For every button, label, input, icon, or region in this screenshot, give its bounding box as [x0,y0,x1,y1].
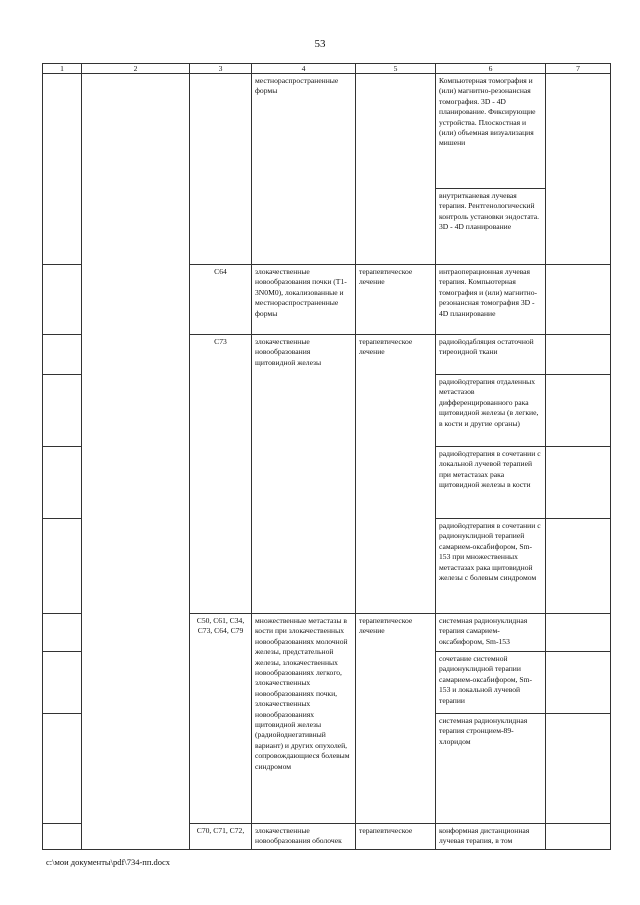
cell-method: интраоперационная лучевая терапия. Компьютерная томография и (или) магнитно-резонансная томография 3D - 4D планирование [436,265,546,335]
cell-col1 [43,714,82,824]
cell-col7 [546,335,611,375]
cell-method: радиойодтерапия в сочетании с локальной лучевой терапией при метастазах рака щитовидной железы в кости [436,447,546,519]
cell-col1 [43,375,82,447]
cell-col1 [43,824,82,850]
header-col-3: 3 [190,64,252,74]
cell-col7 [546,824,611,850]
cell-col1 [43,519,82,614]
cell-col7 [546,74,611,265]
cell-col1 [43,335,82,375]
cell-col7 [546,614,611,652]
cell-col2 [82,74,190,850]
cell-method: внутритканевая лучевая терапия. Рентгенологический контроль установки эндостата. 3D - 4D планирование [436,189,546,265]
cell-col1 [43,265,82,335]
header-col-2: 2 [82,64,190,74]
cell-disease: злокачественные новообразования почки (T1-3N0M0), локализованные и местнораспространенные формы [252,265,356,335]
page-number: 53 [314,38,326,50]
header-col-4: 4 [252,64,356,74]
cell-treatment-type [356,74,436,265]
header-col-5: 5 [356,64,436,74]
cell-col1 [43,614,82,652]
cell-treatment-type: терапевтическое [356,824,436,850]
cell-disease: множественные метастазы в кости при злокачественных новообразованиях молочной железы, предстательной железы, злокачественных новообразованиях легкого, злокачественных новообразованиях почки, злокачественных новообразованиях щитовидной железы (радиойоднегативный вариант) и других опухолей, сопровождающиеся болевым синдромом [252,614,356,824]
cell-disease: злокачественные новообразования оболочек [252,824,356,850]
cell-method: конформная дистанционная лучевая терапия, в том [436,824,546,850]
cell-code: C50, C61, C34, C73, C64, C79 [190,614,252,824]
cell-col7 [546,265,611,335]
cell-col7 [546,519,611,614]
cell-method: Компьютерная томография и (или) магнитно-резонансная томография. 3D - 4D планирование. Фиксирующие устройства. Плоскостная и (или) объемная визуализация мишени [436,74,546,189]
cell-method: системная радионуклидная терапия самарием-оксабифором, Sm-153 [436,614,546,652]
cell-disease: местнораспространенные формы [252,74,356,265]
cell-treatment-type: терапевтическое лечение [356,614,436,824]
cell-code: C73 [190,335,252,614]
data-table [42,63,611,850]
table-row [43,74,611,189]
cell-method: сочетание системной радионуклидной терапии самарием-оксабифором, Sm-153 и локальной лучевой терапии [436,652,546,714]
cell-method: радиойодабляция остаточной тиреоидной ткани [436,335,546,375]
cell-col3 [190,74,252,265]
cell-col7 [546,447,611,519]
cell-method: радиойодтерапия в сочетании с радионуклидной терапией самарием-оксабифором, Sm-153 при множественных метастазах рака щитовидной железы с болевым синдромом [436,519,546,614]
cell-method: радиойодтерапия отдаленных метастазов дифференцированного рака щитовидной железы (в легкие, в кости и другие органы) [436,375,546,447]
cell-col1 [43,652,82,714]
cell-treatment-type: терапевтическое лечение [356,335,436,614]
cell-col1 [43,74,82,265]
header-col-7: 7 [546,64,611,74]
footer-file-path: c:\мои документы\pdf\734-пп.docx [46,857,171,867]
cell-col7 [546,714,611,824]
header-col-6: 6 [436,64,546,74]
cell-code: C64 [190,265,252,335]
cell-col1 [43,447,82,519]
cell-disease: злокачественные новообразования щитовидной железы [252,335,356,614]
cell-col7 [546,375,611,447]
cell-code: C70, C71, C72, [190,824,252,850]
cell-col7 [546,652,611,714]
cell-method: системная радионуклидная терапия стронцием-89-хлоридом [436,714,546,824]
header-col-1: 1 [43,64,82,74]
table-header-row [43,64,611,74]
cell-treatment-type: терапевтическое лечение [356,265,436,335]
